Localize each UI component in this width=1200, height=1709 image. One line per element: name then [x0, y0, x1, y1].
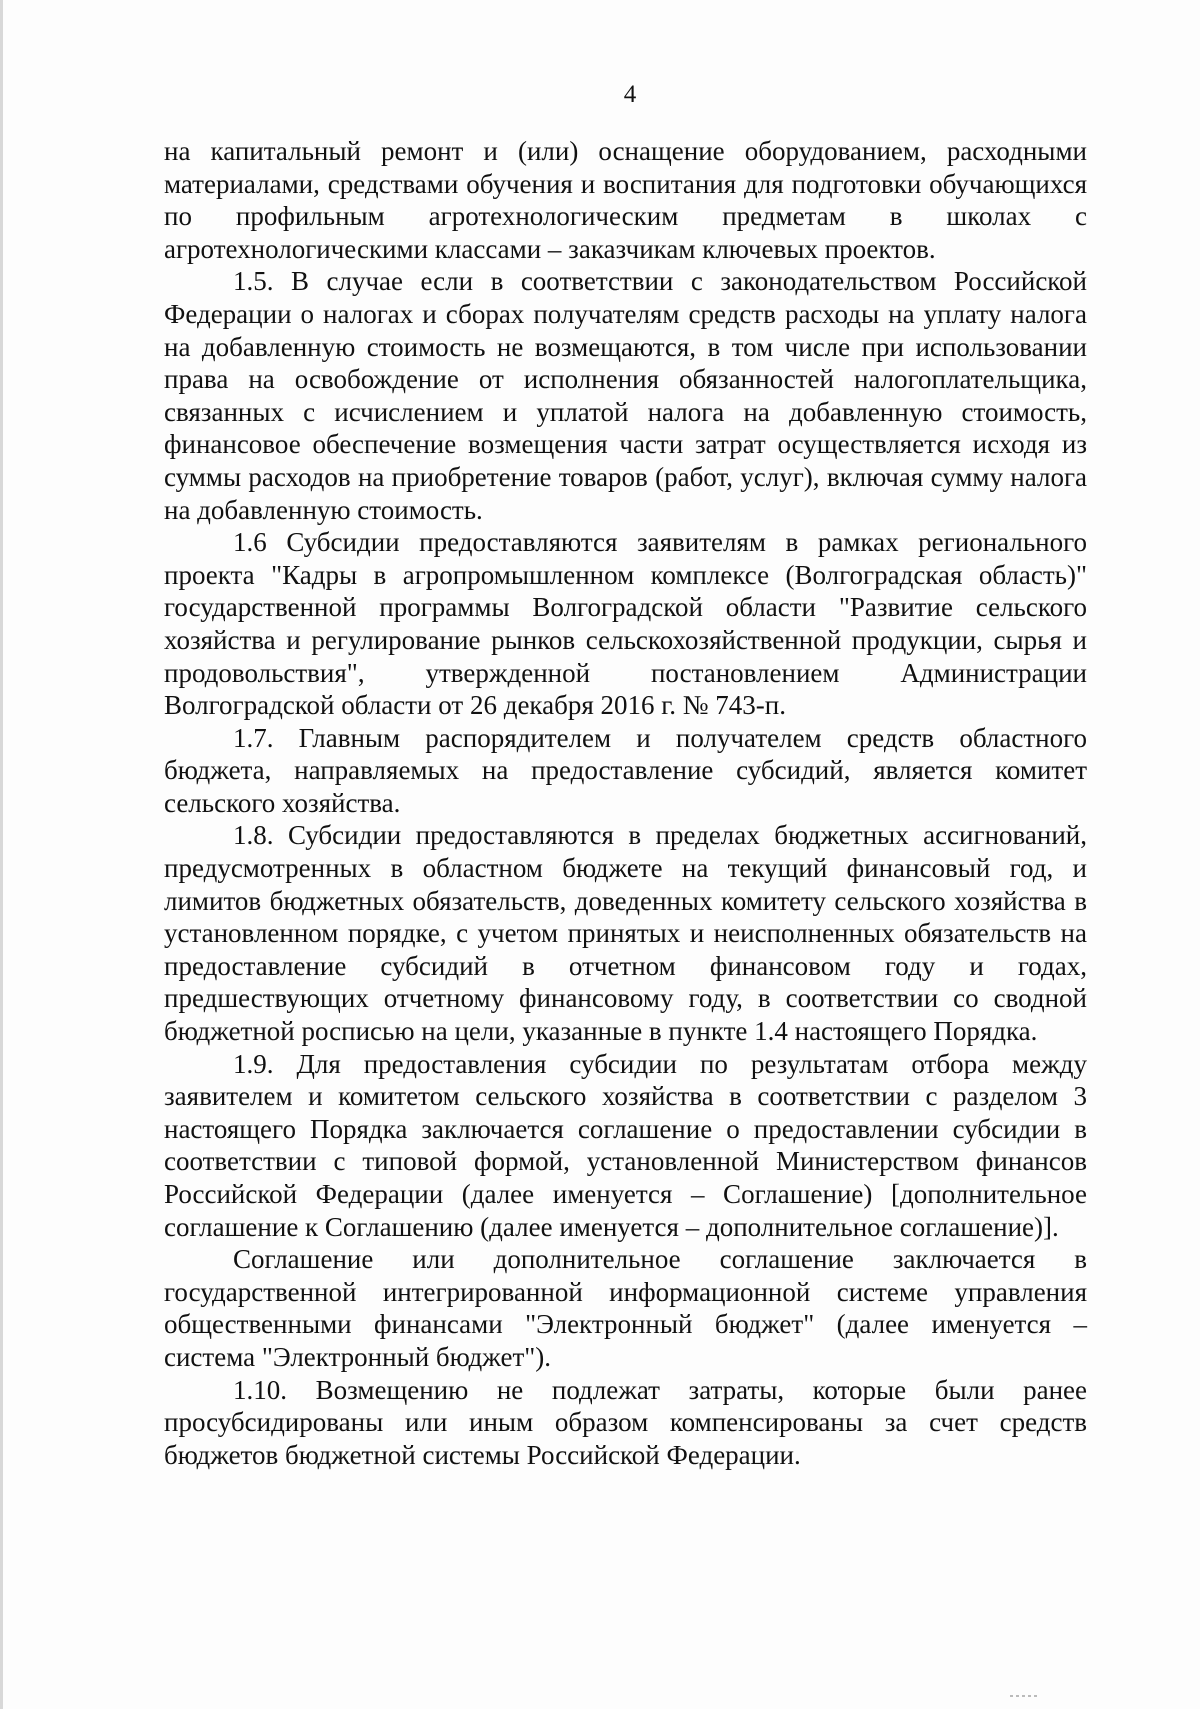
paragraph-1-7: 1.7. Главным распорядителем и получателем средств областного бюджета, направляемых на предоставление субсидий, является комитет сельского хозяйства. — [164, 722, 1087, 818]
page-edge-shadow — [0, 0, 3, 1709]
paragraph-1-5: 1.5. В случае если в соответствии с законодательством Российской Федерации о налогах и сборах получателям средств расходы на уплату налога на добавленную стоимость не возмещаются, в том числе при использовании права на освобождение от исполнения обязанностей налогоплательщика, связанных с исчислением и уплатой налога на добавленную стоимость, финансовое обеспечение возмещения части затрат осуществляется исходя из суммы расходов на приобретение товаров (работ, услуг), включая сумму налога на добавленную стоимость. — [164, 266, 1087, 525]
paragraph-1-8: 1.8. Субсидии предоставляются в пределах бюджетных ассигнований, предусмотренных в областном бюджете на текущий финансовый год, и лимитов бюджетных обязательств, доведенных комитету сельского хозяйства в установленном порядке, с учетом принятых и неисполненных обязательств на предоставление субсидий в отчетном финансовом году и годах, предшествующих отчетному финансовому году, в соответствии со сводной бюджетной росписью на цели, указанные в пункте 1.4 настоящего Порядка. — [164, 820, 1087, 1047]
paragraph-continuation: на капитальный ремонт и (или) оснащение оборудованием, расходными материалами, средствами обучения и воспитания для подготовки обучающихся по профильным агротехнологическим предметам в школах с агротехнологическими классами – заказчикам ключевых проектов. — [164, 136, 1087, 264]
document-body — [164, 135, 1087, 1471]
paragraph-1-10: 1.10. Возмещению не подлежат затраты, которые были ранее просубсидированы или иным образом компенсированы за счет средств бюджетов бюджетной системы Российской Федерации. — [164, 1374, 1087, 1470]
scan-artifact — [1010, 1695, 1040, 1697]
paragraph-1-9: 1.9. Для предоставления субсидии по результатам отбора между заявителем и комитетом сельского хозяйства в соответствии с разделом 3 настоящего Порядка заключается соглашение о предоставлении субсидии в соответствии с типовой формой, установленной Министерством финансов Российской Федерации (далее именуется – Соглашение) [дополнительное соглашение к Соглашению (далее именуется – дополнительное соглашение)]. — [164, 1048, 1087, 1242]
paragraph-1-6: 1.6 Субсидии предоставляются заявителям в рамках регионального проекта "Кадры в агропромышленном комплексе (Волгоградская область)" государственной программы Волгоградской области "Развитие сельского хозяйства и регулирование рынков сельскохозяйственной продукции, сырья и продовольствия", утвержденной постановлением Администрации Волгоградской области от 26 декабря 2016 г. № 743-п. — [164, 527, 1087, 721]
paragraph-agreement: Соглашение или дополнительное соглашение заключается в государственной интегрированной информационной системе управления общественными финансами "Электронный бюджет" (далее именуется – система "Электронный бюджет"). — [164, 1244, 1087, 1372]
page-number: 4 — [623, 81, 637, 108]
